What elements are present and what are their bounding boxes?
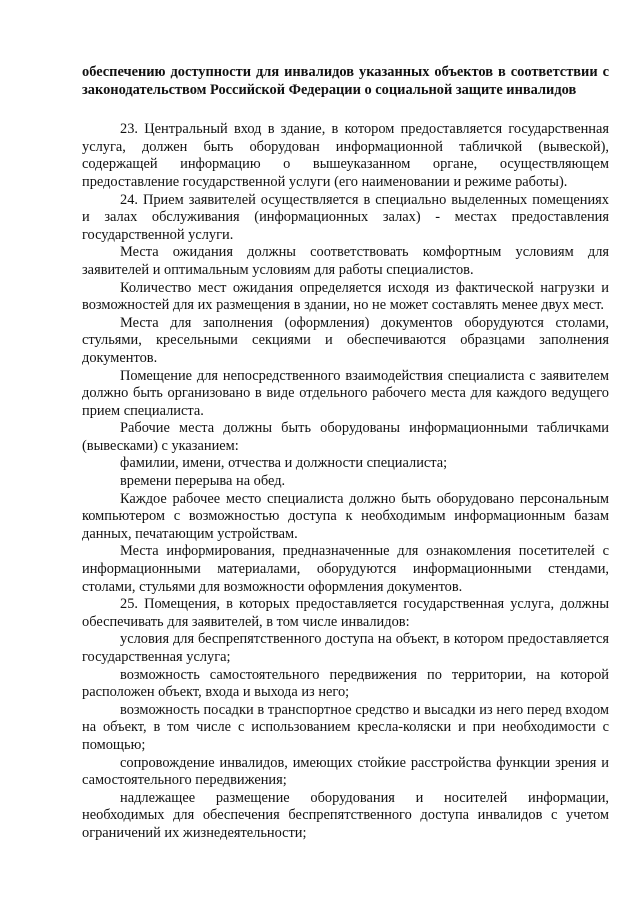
paragraph-form-filling-areas: Места для заполнения (оформления) документов оборудуются столами, стульями, кресельными секциями и обеспечиваются образцами заполнения документов. [82,314,609,366]
paragraph-interaction-room: Помещение для непосредственного взаимодействия специалиста с заявителем должно быть организовано в виде отдельного рабочего места для каждого ведущего прием специалиста. [82,367,609,419]
list-item-specialist-name: фамилии, имени, отчества и должности специалиста; [120,455,448,472]
paragraph-24-reception: 24. Прием заявителей осуществляется в специально выделенных помещениях и залах обслуживания (информационных залах) - местах предоставления государственной услуги. [82,191,609,243]
list-item-escort: сопровождение инвалидов, имеющих стойкие расстройства функции зрения и самостоятельного передвижения; [82,754,609,789]
paragraph-waiting-areas: Места ожидания должны соответствовать комфортным условиям для заявителей и оптимальным условиям для работы специалистов. [82,244,609,278]
section-heading: обеспечению доступности для инвалидов указанных объектов в соответствии с законодательством Российской Федерации о социальной защите инвалидов [82,64,609,98]
paragraph-workplace-signs: Рабочие места должны быть оборудованы информационными табличками (вывесками) с указанием: [82,420,609,454]
paragraph-workplace-computer: Каждое рабочее место специалиста должно быть оборудовано персональным компьютером с возможностью доступа к необходимым информационным базам данных, печатающим устройствам. [82,490,609,542]
paragraph-25-premises: 25. Помещения, в которых предоставляется государственная услуга, должны обеспечивать для заявителей, в том числе инвалидов: [82,596,609,630]
list-item-lunch-break: времени перерыва на обед. [120,473,286,490]
list-item-transport-boarding: возможность посадки в транспортное средство и высадки из него перед входом на объект, в том числе с использованием кресла-коляски и при необходимости с помощью; [82,701,609,753]
paragraph-waiting-seats-count: Количество мест ожидания определяется исходя из фактической нагрузки и возможностей для их размещения в здании, но не может составлять менее двух мест. [82,279,609,314]
document-page [82,64,609,843]
list-item-unobstructed-access: условия для беспрепятственного доступа на объект, в котором предоставляется государственная услуга; [82,631,609,665]
list-item-independent-movement: возможность самостоятельного передвижения по территории, на которой расположен объект, входа и выхода из него; [82,666,609,701]
paragraph-23-entrance: 23. Центральный вход в здание, в котором предоставляется государственная услуга, должен быть оборудован информационной табличкой (вывеской), содержащей информацию о вышеуказанном органе, осуществляющем предоставление государственной услуги (его наименовании и режиме работы). [82,121,609,190]
list-item-equipment-placement: надлежащее размещение оборудования и носителей информации, необходимых для обеспечения беспрепятственного доступа инвалидов с учетом ограничений их жизнедеятельности; [82,789,609,841]
paragraph-information-areas: Места информирования, предназначенные для ознакомления посетителей с информационными материалами, оборудуются информационными стендами, столами, стульями для возможности оформления документов. [82,543,609,595]
